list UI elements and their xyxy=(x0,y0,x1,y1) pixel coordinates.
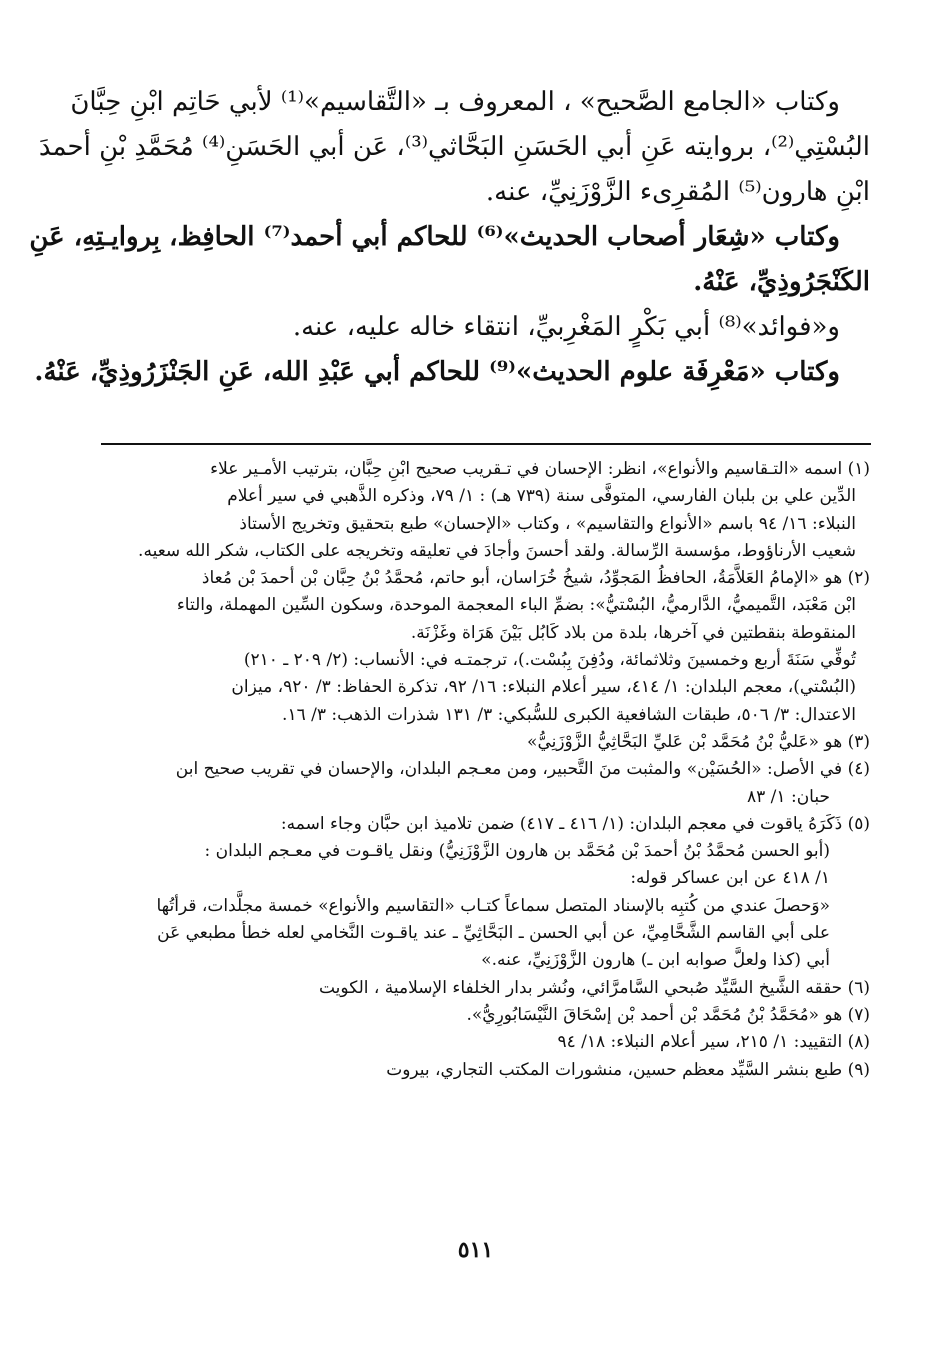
footnote-divider xyxy=(101,443,871,445)
main-line-4: وكتاب «شِعَار أصحاب الحديث»⁽⁶⁾ للحاكم أبي أحمد⁽⁷⁾ الحافِظ، بِروايـتِهِ، عَنِ xyxy=(29,222,840,252)
footnote-line: (٨) التقييد: ١/ ٢١٥، سير أعلام النبلاء: ١٨/ ٩٤ xyxy=(557,1032,870,1053)
main-line-5: الكَنْجَرُوذِيِّ، عَنْهُ. xyxy=(693,267,870,297)
footnote-line: أبي (كذا ولعلَّ صوابه ابن ـ) هارون الزَّوْزَنِيِّ، عنه.» xyxy=(481,950,830,971)
footnote-line: (أبو الحسن مُحمَّدُ بْنُ أحمدَ بْن مُحَمَّد بن هارون الزَّوْزَنِيُّ) ونقل ياقـوت في معـجم البلدان : xyxy=(204,841,830,862)
footnote-line: الدِّين علي بن بلبان الفارسي، المتوفَّى سنة (٧٣٩ هـ) : ١/ ٧٩، وذكره الذَّهبي في سير أعلام xyxy=(227,486,856,507)
main-line-1: وكتاب «الجامع الصَّحيح» ، المعروف بـ «التَّقاسيم»⁽¹⁾ لأبي حَاتِم ابْنِ حِبَّانَ xyxy=(70,87,840,117)
footnote-line: الاعتدال: ٣/ ٥٠٦، طبقات الشافعية الكبرى للسُّبكي: ٣/ ١٣١ شذرات الذهب: ٣/ ١٦. xyxy=(282,704,856,725)
main-line-7: وكتاب «مَعْرِفَة علوم الحديث»⁽⁹⁾ للحاكم أبي عَبْدِ الله، عَنِ الجَنْزَرُوذِيِّ، عَنْهُ. xyxy=(34,357,840,387)
footnote-line: ١/ ٤١٨ عن ابن عساكر قوله: xyxy=(630,868,830,889)
footnote-line: ابْن مَعْبَد، التَّميميُّ، الدَّارميُّ، البُسْتيُّ»: بضمِّ الباء المعجمة الموحدة، وسكون السِّين المهملة، والتاء xyxy=(176,595,856,616)
footnote-line: (٢) هو «الإمامُ العَلاَّمَةُ، الحافظُ المَجوِّدُ، شيخُ خُرَاسان، أبو حاتم، مُحمَّدُ بْنُ حِبَّان بْن أحمدَ بْن مُعاذ xyxy=(201,568,870,589)
footnotes xyxy=(95,456,870,1084)
footnote-line: (٥) ذَكَرَهُ ياقوت في معجم البلدان: (١/ ٤١٦ ـ ٤١٧) ضمن تلاميذ ابن حبَّان وجاء اسمه: xyxy=(280,813,870,834)
footnote-line: «وَحصلَ عندي من كُتبِه بالإسناد المتصل سماعاً كتـاب «التقاسيم والأنواع» خمسة مجلَّدات، قرأتُها xyxy=(156,895,830,916)
main-line-6: و«فوائد»⁽⁸⁾ أبي بَكْرٍ المَغْرِبيِّ، انتقاء خاله عليه، عنه. xyxy=(292,312,840,342)
footnote-line: النبلاء: ١٦/ ٩٤ باسم «الأنواع والتقاسيم» ، وكتاب «الإحسان» طبع بتحقيق وتخريج الأستاذ xyxy=(239,513,856,534)
main-line-3: ابْنِ هارون⁽⁵⁾ المُقرِىء الزَّوْزَنِيِّ، عنه. xyxy=(485,177,870,207)
main-text xyxy=(29,80,870,395)
footnote-line: (٦) حققه الشَّيخ السَّيِّد صُبحي السَّامرَّائي، ونُشر بدار الخلفاء الإسلامية ، الكويت xyxy=(318,977,870,998)
footnote-line: تُوفِّي سَنَةَ أربع وخمسينَ وثلاثمائة، ودُفِنَ بِبُسْت.)، ترجمتـه في: الأنساب: (٢/ ٢٠٩ ـ ٢١٠) xyxy=(243,650,856,671)
main-line-2: البُسْتِي⁽²⁾، بروايته عَنِ أبي الحَسَنِ البَحَّاثي⁽³⁾، عَن أبي الحَسَنِ⁽⁴⁾ مُحَمَّدِ بْنِ أحمدَ xyxy=(38,132,870,162)
footnote-line: (٩) طبع بنشر السَّيِّد معظم حسين، منشورات المكتب التجاري، بيروت xyxy=(386,1059,870,1080)
footnote-line: (٤) في الأصل: «الحُسَيْن» والمثبت منَ التَّحبير، ومن معـجم البلدان، والإحسان في تقريب صحيح ابن xyxy=(175,759,870,780)
footnote-line: (البُسْتي)، معجم البلدان: ١/ ٤١٤، سير أعلام النبلاء: ١٦/ ٩٢، تذكرة الحفاظ: ٣/ ٩٢٠، ميزان xyxy=(231,677,856,698)
footnote-line: (٣) هو «عَليُّ بْنُ مُحَمَّد بْن عَليِّ البَحَّاثِيُّ الزَّوْزَنِيُّ» xyxy=(527,731,870,752)
footnote-line: حبان: ١/ ٨٣ xyxy=(747,786,830,807)
page-number: ٥١١ xyxy=(457,1237,494,1263)
footnote-line: (١) اسمه «التـقاسيم والأنواع»، انظر: الإحسان في تـقريب صحيح ابْنِ حِبَّان، بترتيب الأمـير علاء xyxy=(210,459,870,479)
footnote-line: المنقوطة بنقطتين في آخرها، بلدة من بلاد كَابُل بَيْنَ هَرَاة وغَزْنَة. xyxy=(410,622,856,643)
footnote-line: شعيب الأرناؤوط، مؤسسة الرِّسالة. ولقد أحسنَ وأجادَ في تعليقه وتخريجه على الكتاب، شكر الله سعيه. xyxy=(138,540,856,561)
footnote-line: (٧) هو «مُحَمَّدُ بْنُ مُحَمَّد بْن أحمد بْن إسْحَاقَ النَّيْسَابُورِيُّ». xyxy=(466,1004,870,1025)
footnote-line: على أبي القاسم الشَّحَّامِيِّ، عن أبي الحسن ـ البَحَّاثِيِّ ـ عند ياقـوت النَّخامي لعله خطأ مطبعي عَن xyxy=(157,923,830,944)
